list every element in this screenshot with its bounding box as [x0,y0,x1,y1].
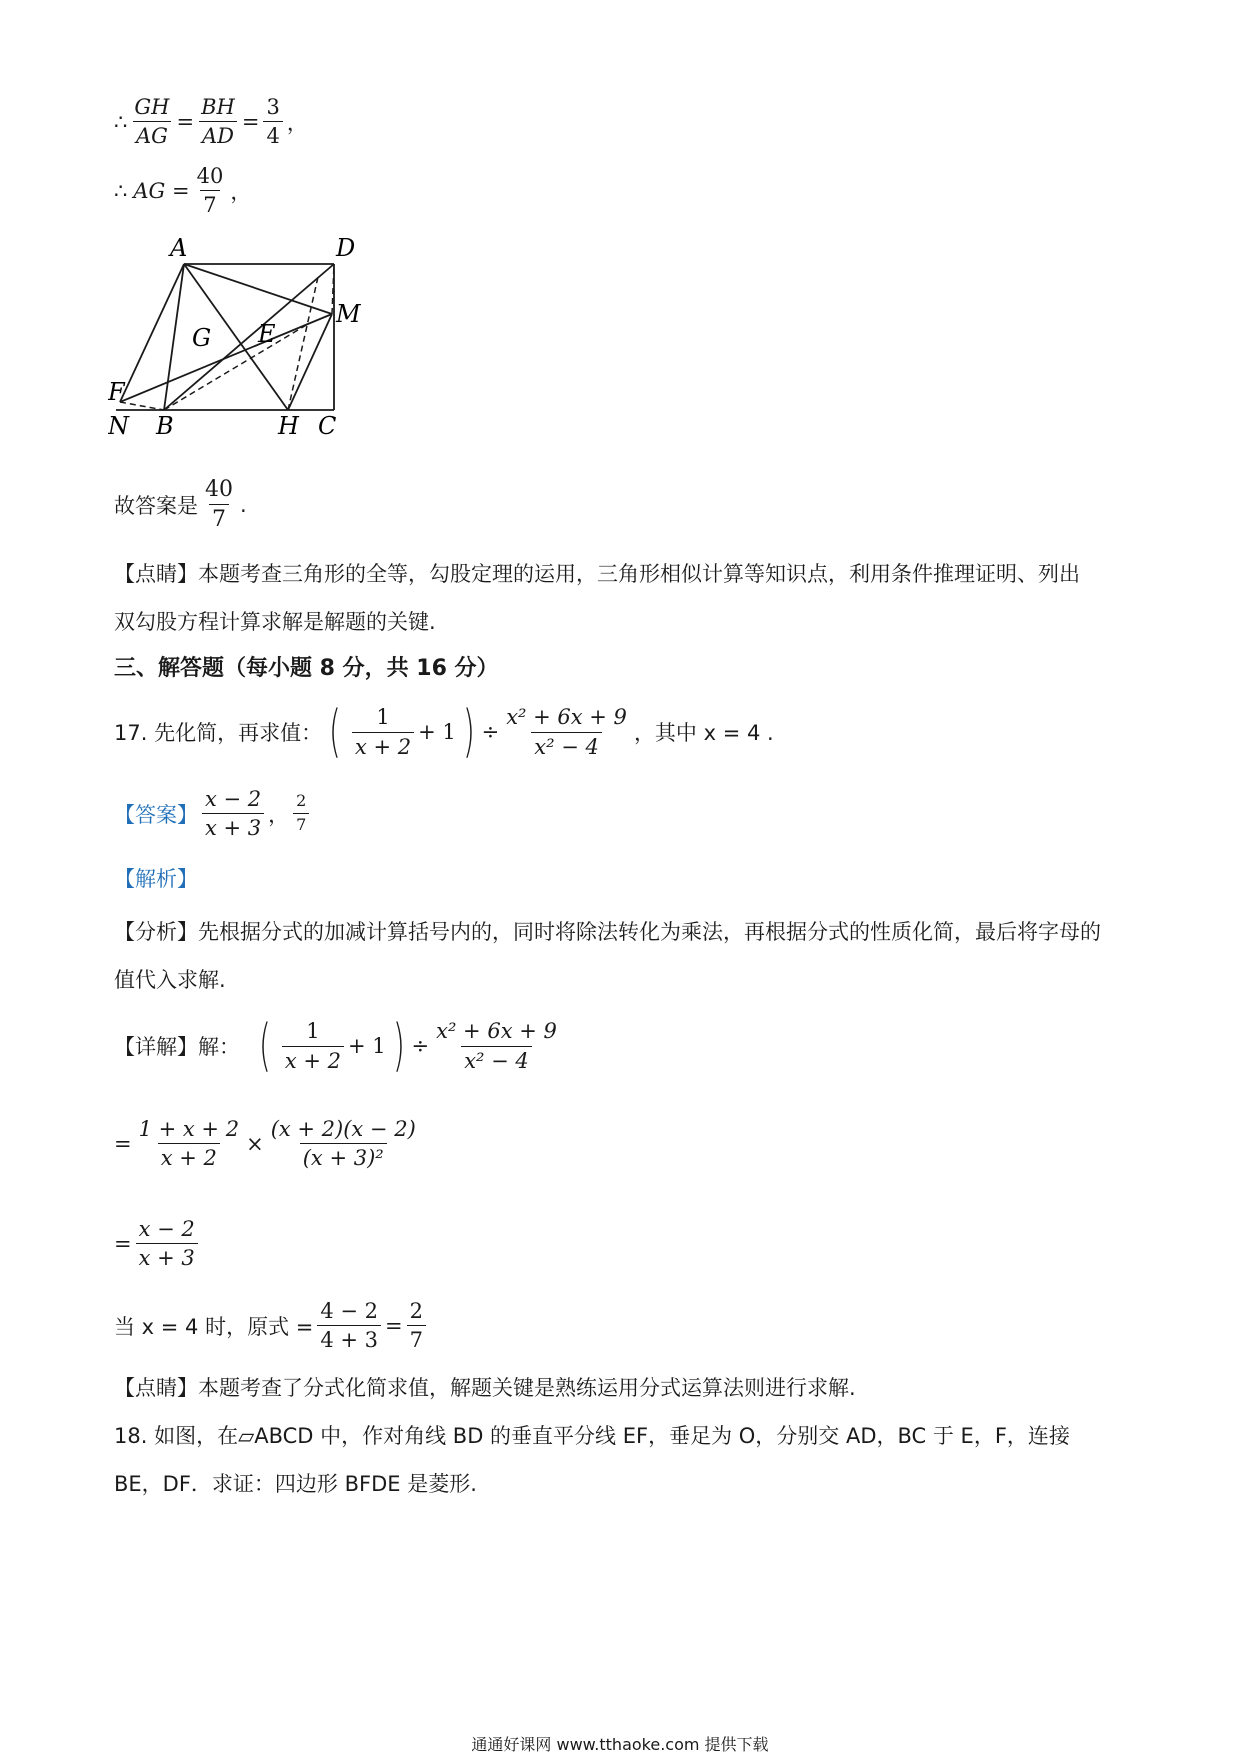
fraction-three-fourths: $\frac{3}{4}$ [263,96,282,147]
solution-step-1: = $\frac{1 + x + 2}{x + 2}$ × $\frac{(x + 2)(x - 2)}{\text{(x + 3)²}}$ [114,1118,423,1169]
label-H: H [278,412,299,440]
fenxi-paragraph: 【分析】先根据分式的加减计算括号内的，同时将除法转化为乘法，再根据分式的性质化简，最后将字母的 值代入求解. [114,920,1101,992]
answer-17-fraction: $\frac{x - 2}{x + 3}$ [202,788,264,839]
footer-credit: 通通好课网 www.tthaoke.com 提供下载 [471,1735,769,1754]
geometry-figure [108,232,378,442]
step-3-fraction: $\frac{4 - 2}{4 + 3}$ [317,1300,381,1351]
label-B: B [156,412,174,440]
section-heading: 三、解答题（每小题 8 分，共 16 分） [114,656,499,681]
answer-fraction: $\frac{40}{7}$ [205,477,233,533]
step-2-fraction: $\frac{x - 2}{x + 3}$ [136,1218,198,1269]
analysis-tag: 【解析】 [114,867,198,891]
label-E: E [258,320,276,348]
step-1-fraction-b: $\frac{(x + 2)(x - 2)}{\text{(x + 3)²}}$ [270,1117,416,1171]
label-G: G [192,324,212,352]
answer-17-value: $\frac{2}{7}$ [293,793,309,834]
step-3-result: $\frac{2}{7}$ [407,1300,426,1351]
label-A: A [170,234,188,262]
label-F: F [108,378,125,406]
label-M: M [336,300,361,328]
dianjing-comment-1: 【点睛】本题考查三角形的全等，勾股定理的运用，三角形相似计算等知识点，利用条件推理证明、列出 双勾股方程计算求解是解题的关键. [114,562,1080,634]
fraction-forty-sevenths: $\frac{40}{7}$ [196,164,224,218]
q17-divisor-fraction: $\frac{\text{x² + 6x + 9}}{\text{x² − 4}}$ [506,705,627,759]
step-1-fraction-a: $\frac{1 + x + 2}{x + 2}$ [138,1117,240,1171]
xiangjie-inner-fraction: $\frac{1}{x + 2}$ [282,1020,344,1071]
solution-step-2: = $\frac{x - 2}{x + 3}$ [114,1218,202,1269]
question-18: 18. 如图，在▱ABCD 中，作对角线 BD 的垂直平分线 EF，垂足为 O，分别交 AD，BC 于 E，F，连接 BE，DF．求证：四边形 BFDE 是菱形. [114,1424,1070,1496]
label-N: N [108,412,129,440]
ag-value-line: ∴ AG = $\frac{40}{7}$ ， [114,164,252,218]
ratio-line: ∴ $\frac{GH}{AG}$ = $\frac{BH}{AD}$ = $\frac{3}{4}$ ， [114,95,308,149]
xiangjie-divisor-fraction: $\frac{\text{x² + 6x + 9}}{\text{x² − 4}}$ [436,1019,557,1073]
q17-inner-fraction: $\frac{1}{x + 2}$ [352,706,414,757]
label-C: C [318,412,337,440]
question-17: 17. 先化简，再求值： ( $\frac{1}{x + 2}$ + 1 ) ÷ $\frac{\text{x² + 6x + 9}}{\text{x² − 4}}$ ，其中 x = 4 . [114,699,774,764]
fraction-gh-ag: $\frac{GH}{AG}$ [134,95,170,149]
label-D: D [336,234,356,262]
dianjing-comment-2: 【点睛】本题考查了分式化简求值，解题关键是熟练运用分式运算法则进行求解. [114,1376,856,1400]
answer-17: 【答案】 $\frac{x - 2}{x + 3}$ ， $\frac{2}{7}$ [114,788,313,839]
answer-line: 故答案是 $\frac{40}{7}$ . [114,477,247,533]
fraction-bh-ad: $\frac{BH}{AD}$ [198,96,238,147]
solution-step-3: 当 x = 4 时，原式 = $\frac{4 - 2}{4 + 3}$ = $\frac{2}{7}$ [114,1300,430,1351]
detailed-solution: 【详解】解： ( $\frac{1}{x + 2}$ + 1 ) ÷ $\frac{\text{x² + 6x + 9}}{\text{x² − 4}}$ [114,1018,564,1074]
